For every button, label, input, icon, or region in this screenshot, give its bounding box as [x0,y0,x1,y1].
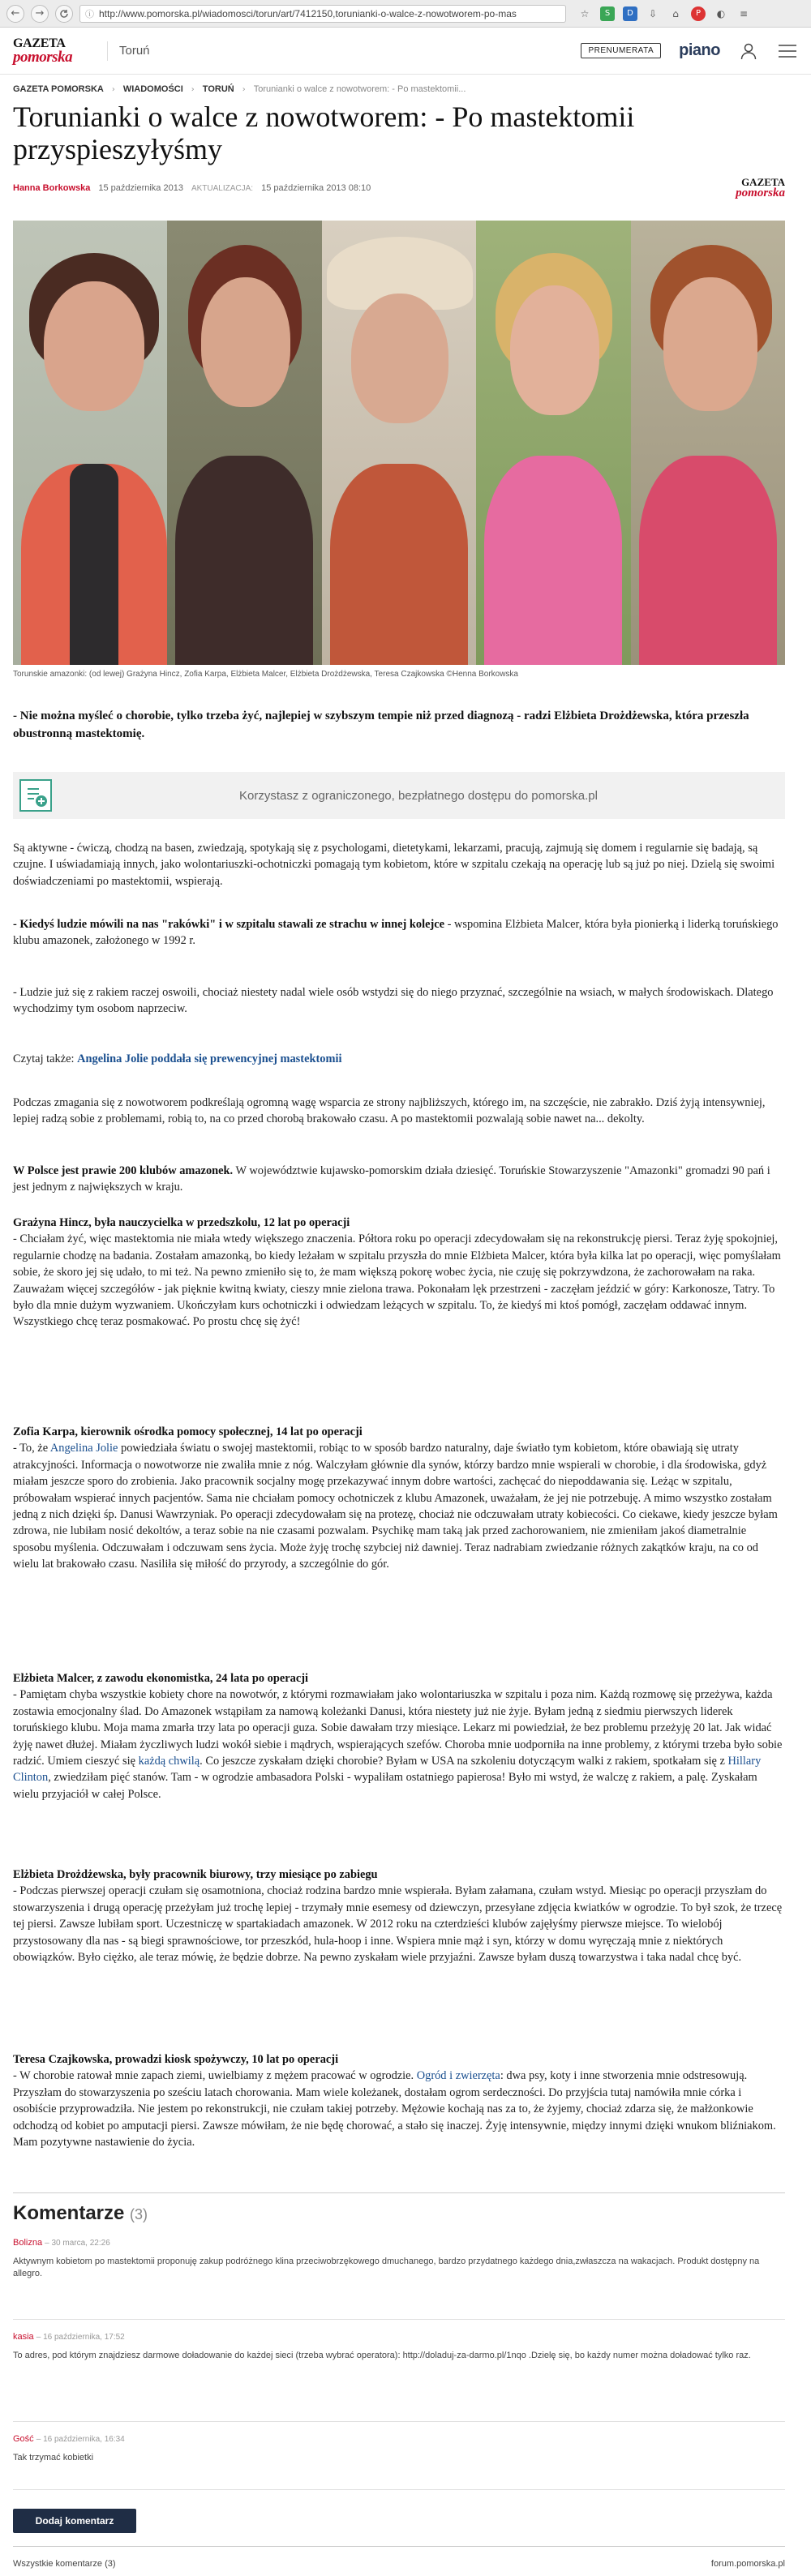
extension-red-icon[interactable]: P [691,6,706,21]
paywall-notice[interactable] [13,772,785,819]
bookmark-star-icon[interactable]: ☆ [580,7,590,19]
comment-divider [13,2421,785,2422]
reload-icon [59,9,69,19]
story-hincz [13,1215,785,1331]
story-karpa-heading: Zofia Karpa, kierownik ośrodka pomocy społecznej, 14 lat po operacji [13,1425,363,1438]
piano-logo[interactable]: piano [679,41,720,59]
browser-menu-icon[interactable]: ≡ [739,7,749,19]
read-also-link[interactable]: Angelina Jolie poddała się prewencyjnej mastektomii [77,1052,342,1065]
story-malcer-text-2: . Co jeszcze zyskałam dzięki chorobie? Byłam w USA na szkoleniu dotyczącym walki z rakiem, spotkałam się z [200,1755,728,1768]
article-meta [13,177,785,199]
story-malcer-link-2[interactable]: Hillary Clinton [13,1755,762,1785]
comment-item: Gość – 16 października, 16:34 Tak trzymać kobietki [13,2434,785,2464]
subscription-button[interactable]: PRENUMERATA [581,43,661,58]
extension-green-icon[interactable]: S [600,6,615,21]
comment-date: 16 października, 16:34 [43,2435,125,2444]
comment-author[interactable]: kasia [13,2332,34,2342]
paragraph-intro: Są aktywne - ćwiczą, chodzą na basen, zwiedzają, spotykają się z psychologami, dietetykami, lekarzami, pracują, zajmują się domem i regularnie się badają, są czujne. I uświadamiają innych, jako wolontariuszki-ochotniczki pomagają tym kobietom, które w szpitalu czekają na operację lub są już po niej. Dzielą się swoimi doświadczeniami po mastektomii, wspierają. [13,842,775,888]
photo-figure [175,456,313,665]
story-drozdzewska [13,1867,785,1965]
photo-figure [330,464,468,665]
source-logo-line-1: GAZETA [741,176,785,188]
article-photo[interactable] [13,221,785,665]
comment-author[interactable]: Bolizna [13,2238,43,2248]
story-karpa [13,1424,785,1573]
photo-necklace [70,464,118,665]
paragraph-5 [13,1163,785,1196]
reload-button[interactable] [55,5,73,23]
comment-divider [13,2489,785,2490]
hamburger-menu-icon[interactable] [777,41,798,62]
paragraph-quote [13,916,785,949]
article-title: Torunianki o walce z nowotworem: - Po mastektomii przyspieszyłyśmy [13,101,635,165]
all-comments-link[interactable]: Wszystkie komentarze (3) [13,2559,116,2569]
story-czajkowska-heading: Teresa Czajkowska, prowadzi kiosk spożywczy, 10 lat po operacji [13,2053,339,2066]
comment-author[interactable]: Gość [13,2434,34,2444]
comment-text: Tak trzymać kobietki [13,2453,94,2462]
story-karpa-pre: - To, że [13,1442,50,1455]
extension-blue-icon[interactable]: D [623,6,637,21]
download-icon[interactable]: ⇩ [648,7,658,19]
logo-line-2: pomorska [13,48,73,66]
story-drozdzewska-text: - Podczas pierwszej operacji czułam się osamotniona, chociaż rodzina bardzo mnie wspierała. Byłam załamana, czułam wstyd. Miesiąc po operacji przyszłam do stowarzyszenia i drugą operację przeżyłam już trochę lepiej - trzymały mnie esemesy od dziewczyn, przesyłane zdjęcia kwiatków w ogrodzie. To był szok, że trzecę tej piersi. Zawsze lubiłam sport. Uczestniczę w spartakiadach amazonek. W 2012 roku na czterdzieści klubów zajęłyśmy pierwsze miejsce. To wielobój przystosowany dla nas - są biegi sprawnościowe, tor przeszkód, hula-hoop i inne. Wspiera mnie mąż i syn, którzy w domu wyręczają mnie z niektórych obowiązków. Było ciężko, ale teraz mówię, że będzie dobrze. Na pewno zyskałam wiele przyjaźni. Zawsze byłam duszą towarzystwa i taka nadal chcę być. [13,1884,783,1965]
photo-figure [639,456,777,665]
article-author[interactable]: Hanna Borkowska [13,183,91,193]
home-icon[interactable]: ⌂ [672,7,679,19]
breadcrumb-item-city[interactable]: TORUŃ [202,84,234,94]
story-malcer [13,1670,785,1802]
photo-panel-4 [476,221,630,665]
comments-heading [13,2202,148,2225]
footer-divider [13,2546,785,2547]
photo-face [663,277,757,411]
story-malcer-link-1[interactable]: każdą chwilą [138,1755,200,1768]
updated-label: AKTUALIZACJA: [191,183,254,193]
story-czajkowska [13,2051,785,2150]
photo-face [351,294,448,423]
story-hincz-heading: Grażyna Hincz, była nauczycielka w przedszkolu, 12 lat po operacji [13,1216,350,1229]
chevron-right-icon: › [111,84,115,94]
comment-date: 16 października, 17:52 [43,2333,125,2342]
breadcrumb [13,84,466,94]
updated-date: 15 października 2013 08:10 [261,183,371,193]
breadcrumb-current: Torunianki o walce z nowotworem: - Po mastektomii... [253,84,466,94]
photo-face [44,281,144,411]
read-also-label: Czytaj także: [13,1052,78,1065]
comment-text: To adres, pod którym znajdziesz darmowe doładowanie do każdej sieci (trzeba wybrać operatora): http://doladuj-za-darmo.pl/1nqo .Dzielę się, bo każdy numer można doładować tylko raz. [13,2351,751,2360]
article-date: 15 października 2013 [98,183,183,193]
photo-panel-5 [631,221,785,665]
story-karpa-link[interactable]: Angelina Jolie [49,1442,118,1455]
story-karpa-text: powiedziała światu o swojej mastektomii, robiąc to w sposób bardzo naturalny, daje światło tym kobietom, które obawiają się utraty atrakcyjności. Informacja o nowotworze nie zwaliła mnie z nóg. Walczyłam głównie dla synów, którzy bardzo mnie wspierali w chorobie, i dla środowiska, gdyż miałam jeszcze sporo do zrobienia. Jako pracownik socjalny mogę przekazywać innym dobre wartości, zachęcać do niepoddawania się. Leżąc w szpitalu, próbowałam wspierać innych pacjentów. Sama nie chciałam pomocy ochotniczek z klubu Amazonek, uważałam, że jej nie potrzebuję. A mimo wszystko zostałam jedną z nich dzięki śp. Danusi Wawrzyniak. Po operacji zdecydowałam się na protezę, chociaż nie odczuwałam utraty kobiecości. Co ciekawe, kiedy jeszcze byłam zdrowa, nie lubiłam nosić dekoltów, a teraz sobie na nie czasami pozwalam. Psychikę mam taką jak przed zachorowaniem, nie zmieniłam jakoś diametralnie sposobu myślenia. Odczuwałam i odczuwam sens życia. Może żyję trochę szybciej niż dawniej. Teraz nadrabiam zwiedzanie różnych zakątków kraju, na co od wielu lat brakowało czasu. Nasiliła się miłość do przyrody, a szczególnie do gór. [13,1442,778,1571]
city-label[interactable]: Toruń [107,41,150,61]
breadcrumb-item-home[interactable]: GAZETA POMORSKA [13,84,104,94]
photo-face [201,277,290,407]
document-plus-icon [19,779,52,812]
paragraph-3: - Ludzie już się z rakiem raczej oswoili, chociaż niestety nadal wiele osób wstydzi się do niego przyznać, szczególnie na wsiach, w małych środowiskach. Dlatego wychodzimy tym osobom naprzeciw. [13,986,774,1016]
browser-toolbar [0,0,811,28]
url-text: http://www.pomorska.pl/wiadomosci/torun/art/7412150,torunianki-o-walce-z-nowotworem-po-mas [99,7,517,19]
share-icon[interactable]: ◐ [716,7,726,19]
address-bar[interactable] [79,5,566,23]
photo-caption: Torunskie amazonki: (od lewej) Grażyna Hincz, Zofia Karpa, Elżbieta Malcer, Elżbieta Drożdżewska, Teresa Czajkowska ©Henna Borkowska [13,670,518,679]
paragraph-5-bold: W Polsce jest prawie 200 klubów amazonek. [13,1164,234,1177]
paragraph-4: Podczas zmagania się z nowotworem podkreślają ogromną wagę wsparcia ze strony najbliższych, którego im, na szczęście, nie zabrakło. Dziś żyją intensywniej, lepiej radzą sobie z problemami, robią to, na co przed chorobą brakowało czasu. A po mastektomii pozwalają sobie nawet na... dekolty. [13,1096,766,1126]
page-info-icon: ⓘ [85,9,94,19]
story-malcer-heading: Elżbieta Malcer, z zawodu ekonomistka, 24 lata po operacji [13,1672,308,1685]
forum-link[interactable]: forum.pomorska.pl [710,2559,785,2569]
forward-button[interactable]: → [31,5,49,23]
paragraph-5-rest: W województwie kujawsko-pomorskim działa dziesięć. Toruńskie Stowarzyszenie "Amazonki" gromadzi 90 pań i jest jednym z największych w kraju. [13,1164,770,1194]
paywall-text: Korzystasz z ograniczonego, bezpłatnego dostępu do pomorska.pl [239,788,598,803]
site-logo[interactable] [13,35,94,67]
comment-divider [13,2319,785,2320]
site-header [0,28,811,75]
comment-text: Aktywnym kobietom po mastektomii proponuję zakup podróżnego klina przeciwobrzękowego dmuchanego, bardzo przydatnego każdego dnia,zwłaszcza na wakacjach. Produkt dostępny na allegro. [13,2257,760,2278]
comment-date: 30 marca, 22:26 [51,2239,110,2248]
story-malcer-text-3: , zwiedziłam pięć stanów. Tam - w ogrodzie ambasadora Polski - wypaliłam ostatniego papierosa! Było mi wstyd, że walczę z rakiem, a palę. Zyskałam wielu przyjaciół w całej Polsce. [13,1771,757,1801]
photo-panel-2 [167,221,321,665]
article-lead: - Nie można myśleć o chorobie, tylko trzeba żyć, najlepiej w szybszym tempie niż przed diagnozą - radzi Elżbieta Drożdżewska, która przeszła obustronną mastektomię. [13,709,749,740]
user-icon[interactable] [738,41,759,62]
logo-line-1: GAZETA [13,36,66,50]
story-drozdzewska-heading: Elżbieta Drożdżewska, były pracownik biurowy, trzy miesiące po zabiegu [13,1868,378,1881]
story-czajkowska-text-2: : dwa psy, koty i inne stworzenia mnie odstresowują. Przyszłam do stowarzyszenia po sześciu latach chorowania. Mam wiele koleżanek, dostałam ogrom serdeczności. Do przyjścia tutaj namówiła mnie córka i osobiście przyprowadziła. Nie jestem po rekonstrukcji, nie czułam takiej potrzeby. Mężowie kochają nas za to, że żyjemy, chociaż zdarza się, że małżonkowie odchodzą od kobiet po amputacji piersi. Zawsze mówiłam, że nie będę chorować, a stało się inaczej. Żyję intensywnie, między innymi dzięki wnukom bliźniakom. Mam pozytywne nastawienie do życia. [13,2069,776,2150]
story-malcer-text-1: - Pamiętam chyba wszystkie kobiety chore na nowotwór, z którymi rozmawiałam jako wolontariuszka w szpitalu i poza nim. Każdą rozmowę się przeżywa, każda zostawia emocjonalny ślad. Do Amazonek wstąpiłam za namową koleżanki Danusi, która niestety już nie żyje. Byłam jedną z siedmiu pierwszych liderek toruńskiego klubu. Moja mama zmarła trzy lata po operacji guza. Sobie dawałam trzy miesiące. Lekarz mi powiedział, że bez problemu przeżyję 20 lat. Jak widać żyję nawet dłużej. Miałam życzliwych ludzi wokół siebie i mądrych, wspierających szefów. Choroba mnie uodporniła na inne problemy, z którymi trzeba było sobie radzić. Umiem cieszyć się [13,1688,783,1768]
comments-divider [13,2192,785,2193]
read-also [13,1051,785,1067]
add-comment-button[interactable]: Dodaj komentarz [13,2509,136,2533]
story-hincz-text: - Chciałam żyć, więc mastektomia nie miała wtedy większego znaczenia. Półtora roku po operacji zdecydowałam się na rekonstrukcję piersi. Teraz żyję spokojniej, regularnie chodzę na badania. Zostałam amazonką, bo kiedy leżałam w szpitalu przyszła do mnie Elżbieta Malcer, która była kilka lat po operacji, więc pomyślałam sobie, że skoro jej się udało, to mi też. Na pewno zmieniło się to, że mam większą pokorę wobec życia, nie czuję się pokrzywdzona, że zachorowałam na raka. Zauważam więcej szczegółów - jak pięknie kwitną kwiaty, cieszy mnie zielona trawa. Pokonałam lęk przestrzeni - zaczęłam jeździć w góry: Karkonosze, Tatry. To było dla mnie dużym wyzwaniem. Ukończyłam kurs ochotniczki i odwiedzam leżących w szpitalu. To, że kiedyś mi ktoś pomógł, zaczęłam oddawać innym. Wszystkiego chcę teraz posmakować. Po prostu chcę się żyć! [13,1232,781,1329]
chevron-right-icon: › [242,84,246,94]
article-header [13,101,785,199]
back-button[interactable]: ← [6,5,24,23]
comment-item: Bolizna – 30 marca, 22:26 Aktywnym kobietom po mastektomii proponuję zakup podróżnego klina przeciwobrzękowego dmuchanego, bardzo przydatnego każdego dnia,zwłaszcza na wakacjach. Produkt dostępny na allegro. [13,2238,785,2280]
quote-bold: - Kiedyś ludzie mówili na nas "rakówki" i w szpitalu stawali ze strachu w innej kolejce [13,918,445,931]
quote-rest: - wspomina Elżbieta Malcer, która była pionierką i liderką toruńskiego klubu amazonek, założonego w 1992 r. [13,918,779,948]
comments-count: (3) [130,2206,148,2222]
comment-item: kasia – 16 października, 17:52 To adres, pod którym znajdziesz darmowe doładowanie do każdej sieci (trzeba wybrać operatora): http://doladuj-za-darmo.pl/1nqo .Dzielę się, bo każdy numer można doładować tylko raz. [13,2332,785,2362]
comments-title: Komentarze [13,2202,125,2224]
story-czajkowska-text-1: - W chorobie ratował mnie zapach ziemi, uwielbiamy z mężem pracować w ogrodzie. [13,2069,417,2083]
photo-face [510,285,599,415]
breadcrumb-item-news[interactable]: WIADOMOŚCI [122,84,183,94]
photo-panel-1 [13,221,167,665]
source-logo-line-2: pomorska [736,186,785,199]
source-logo [736,177,785,199]
photo-panel-3 [322,221,476,665]
photo-figure [484,456,622,665]
chevron-right-icon: › [191,84,195,94]
story-czajkowska-link[interactable]: Ogród i zwierzęta [416,2069,500,2083]
